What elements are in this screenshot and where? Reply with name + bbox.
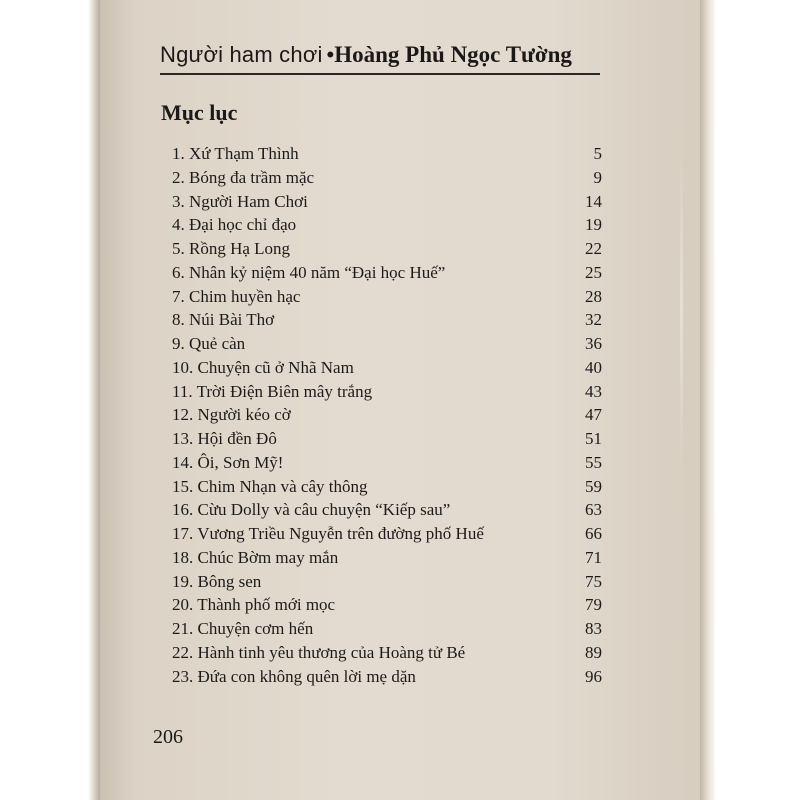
toc-entry [172, 522, 602, 546]
toc-entry-number: 16. [172, 500, 194, 520]
toc-entry-page: 25 [585, 262, 602, 282]
toc-entry-title: Hội đền Đô [197, 429, 277, 448]
header-author: Hoàng Phủ Ngọc Tường [334, 42, 572, 67]
toc-entry-page: 63 [585, 500, 602, 520]
toc-entry-title: Núi Bài Thơ [189, 310, 275, 330]
toc-entry-title: Chúc Bờm may mắn [197, 547, 339, 567]
toc-entry-number: 6. [172, 262, 185, 282]
toc-entry-title: Vương Triều Nguyễn trên đường phố Huế [197, 524, 484, 543]
toc-entry-page: 22 [585, 239, 602, 258]
toc-entry [172, 475, 602, 499]
toc-entry [172, 665, 602, 689]
toc-entry-number: 23. [172, 666, 194, 686]
toc-entry-page: 66 [585, 524, 602, 543]
toc-entry-page: 32 [585, 310, 602, 330]
toc-entry-title: Bông sen [197, 571, 262, 591]
toc-entry-title: Hành tinh yêu thương của Hoàng tử Bé [197, 642, 466, 662]
toc-entry-number: 5. [172, 239, 185, 258]
toc-entry-page: 83 [585, 619, 602, 638]
toc-entry-page: 47 [585, 405, 602, 425]
toc-entry [172, 617, 602, 641]
toc-entry-number: 18. [172, 547, 194, 567]
toc-entry [172, 546, 602, 570]
toc-entry-number: 7. [172, 286, 185, 306]
page-shadow-left [0, 0, 102, 800]
toc-entry [172, 498, 602, 522]
toc-entry-number: 19. [172, 571, 194, 591]
toc-entry-page: 28 [585, 286, 602, 306]
toc-entry-title: Chim huyền hạc [189, 286, 301, 306]
toc-entry-number: 20. [172, 595, 194, 615]
toc-entry [172, 427, 602, 451]
toc-entry [172, 213, 602, 237]
page-number: 206 [153, 726, 183, 748]
toc-entry-number: 21. [172, 619, 194, 638]
toc-entry [172, 237, 602, 261]
toc-entry [172, 641, 602, 665]
toc-entry-title: Quẻ càn [189, 334, 246, 353]
toc-entry-number: 11. [172, 381, 193, 401]
toc-entry-page: 43 [585, 381, 602, 401]
toc-entry-number: 1. [172, 144, 185, 163]
toc-entry-number: 12. [172, 405, 194, 425]
toc-entry [172, 451, 602, 475]
book-page [100, 0, 700, 800]
toc-entry-number: 8. [172, 310, 185, 330]
toc-entry-number: 15. [172, 476, 194, 496]
toc-entry [172, 356, 602, 380]
toc-entry [172, 332, 602, 356]
toc-entry [172, 285, 602, 309]
page-shadow-right [700, 0, 800, 800]
toc-entry-number: 22. [172, 642, 194, 662]
toc-entry [172, 570, 602, 594]
toc-entry-number: 9. [172, 334, 185, 353]
toc-entry-title: Đại học chỉ đạo [189, 215, 297, 235]
toc-entry-title: Xứ Thạm Thình [189, 144, 299, 163]
toc-entry-page: 51 [585, 429, 602, 448]
toc-entry-title: Chuyện cũ ở Nhã Nam [197, 357, 354, 377]
toc-entry-number: 3. [172, 191, 185, 211]
toc-entry-page: 55 [585, 452, 602, 472]
toc-entry-title: Cừu Dolly và câu chuyện “Kiếp sau” [197, 500, 451, 520]
toc-entry-number: 14. [172, 452, 194, 472]
toc-heading: Mục lục [161, 100, 238, 125]
header-separator: • [326, 42, 335, 67]
toc-entry-title: Trời Điện Biên mây trắng [196, 381, 373, 401]
toc-entry-title: Ôi, Sơn Mỹ! [197, 452, 284, 472]
toc-entry [172, 593, 602, 617]
toc-entry [172, 142, 602, 166]
toc-entry-page: 36 [585, 334, 602, 353]
toc-entry-title: Người kéo cờ [197, 405, 291, 425]
toc-entry-page: 75 [585, 571, 602, 591]
toc-entry-number: 10. [172, 357, 194, 377]
toc-entry-page: 96 [585, 666, 602, 686]
toc-entry-page: 89 [585, 642, 602, 662]
toc-entry-title: Nhân kỷ niệm 40 năm “Đại học Huế” [189, 262, 446, 282]
toc-entry-page: 71 [585, 547, 602, 567]
toc-entry-title: Rồng Hạ Long [189, 239, 291, 258]
toc-entry-title: Đứa con không quên lời mẹ dặn [197, 666, 416, 686]
header-rule [160, 73, 600, 75]
toc-entry [172, 308, 602, 332]
toc-entry-title: Người Ham Chơi [189, 191, 308, 211]
toc-entry-number: 13. [172, 429, 194, 448]
toc-entry-title: Chuyện cơm hến [197, 619, 314, 638]
page-crease [680, 140, 683, 480]
toc-entry-title: Chim Nhạn và cây thông [197, 476, 368, 496]
toc-entry-page: 59 [585, 476, 602, 496]
toc-entry-page: 79 [585, 595, 602, 615]
header-book-title: Người ham chơi [160, 42, 323, 67]
running-header [160, 42, 605, 72]
toc-entry [172, 190, 602, 214]
toc-entry-number: 2. [172, 167, 185, 187]
toc-entry-title: Bóng đa trầm mặc [189, 167, 315, 187]
toc-entry-page: 5 [593, 144, 602, 163]
toc-entry [172, 380, 602, 404]
toc-entry [172, 403, 602, 427]
toc-entry-page: 14 [585, 191, 602, 211]
toc-list [172, 142, 602, 688]
toc-entry-page: 40 [585, 357, 602, 377]
toc-entry-number: 4. [172, 215, 185, 235]
toc-entry-title: Thành phố mới mọc [197, 595, 336, 615]
toc-entry-page: 19 [585, 215, 602, 235]
toc-entry [172, 166, 602, 190]
toc-entry [172, 261, 602, 285]
toc-entry-page: 9 [593, 167, 602, 187]
toc-entry-number: 17. [172, 524, 194, 543]
